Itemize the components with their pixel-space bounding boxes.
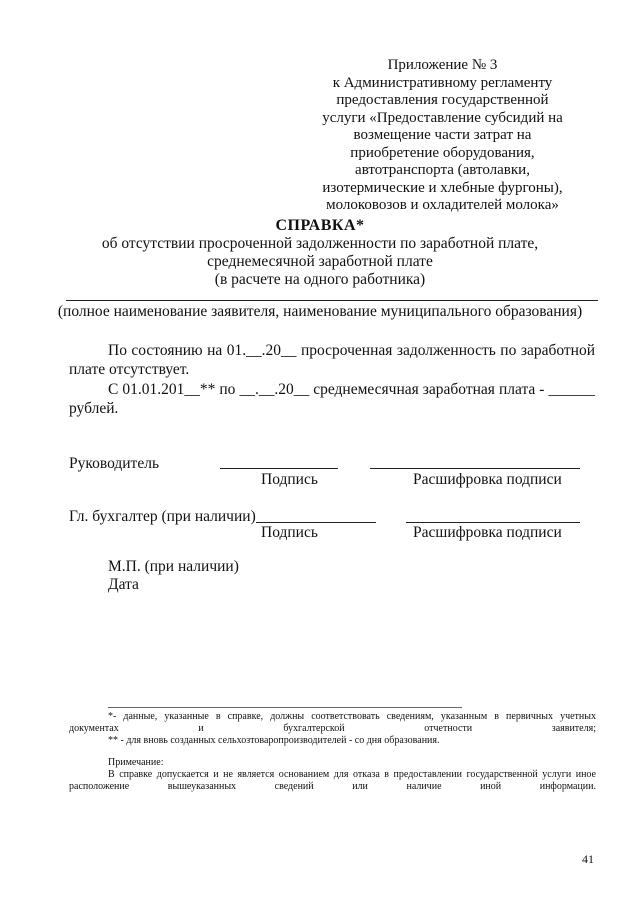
subtitle-line: (в расчете на одного работника) — [214, 271, 426, 288]
appendix-line: изотермические и хлебные фургоны), — [322, 179, 563, 196]
head-signature-line[interactable] — [220, 468, 338, 469]
paragraph-average-salary: С 01.01.201__** по __.__.20__ среднемесячная заработная плата - ______ — [108, 381, 595, 398]
page-number: 41 — [582, 852, 594, 866]
appendix-line: услуги «Предоставление субсидий на — [322, 109, 563, 126]
accountant-signature-line[interactable] — [256, 522, 376, 523]
appendix-line: к Административному регламенту — [332, 74, 553, 91]
accountant-signature-caption: Подпись — [261, 524, 318, 541]
appendix-line: Приложение № 3 — [387, 57, 498, 73]
accountant-decode-caption: Расшифровка подписи — [413, 524, 562, 541]
paragraph-average-salary-cont: рублей. — [69, 400, 119, 417]
footnote-1: *- данные, указанные в справке, должны соответствовать сведениям, указанным в первичных учетных документах и бухгалтерской отчетности заявителя; — [69, 711, 596, 734]
appendix-line: молоковозов и охладителей молока» — [326, 197, 559, 213]
head-signature-caption: Подпись — [261, 471, 318, 488]
appendix-line: автотранспорта (автолавки, — [355, 162, 530, 178]
head-label: Руководитель — [69, 455, 160, 472]
subtitle-line: об отсутствии просроченной задолженности по заработной плате, — [101, 235, 539, 252]
remark-heading: Примечание: — [108, 757, 164, 768]
accountant-label: Гл. бухгалтер (при наличии) — [69, 508, 256, 525]
remark-text: В справке допускается и не является основанием для отказа в предоставлении государственной услуги иное расположение вышеуказанных сведений или наличие иной информации. — [69, 769, 596, 792]
head-decode-caption: Расшифровка подписи — [413, 471, 562, 488]
paragraph-debt-status: По состоянию на 01.__.20__ просроченная задолженность по заработной — [108, 342, 595, 359]
document-title: СПРАВКА* — [275, 217, 365, 234]
appendix-line: предоставления государственной — [336, 92, 549, 108]
head-decode-line[interactable] — [370, 468, 580, 469]
footnote-2: ** - для вновь созданных сельхозтоваропроизводителей - со дня образования. — [108, 735, 440, 746]
appendix-line: возмещение части затрат на — [353, 127, 532, 143]
date-label: Дата — [108, 576, 139, 593]
subtitle-line: среднемесячной заработной плате — [207, 253, 433, 270]
applicant-name-line[interactable] — [66, 300, 598, 301]
accountant-decode-line[interactable] — [406, 522, 580, 523]
stamp-label: М.П. (при наличии) — [108, 558, 239, 575]
applicant-caption: (полное наименование заявителя, наименование муниципального образования) — [57, 303, 583, 320]
appendix-line: приобретение оборудования, — [350, 144, 535, 161]
appendix-header — [300, 57, 585, 215]
footnote-separator — [108, 707, 462, 708]
document-subtitle — [0, 235, 640, 289]
paragraph-debt-status-cont: плате отсутствует. — [69, 361, 190, 378]
